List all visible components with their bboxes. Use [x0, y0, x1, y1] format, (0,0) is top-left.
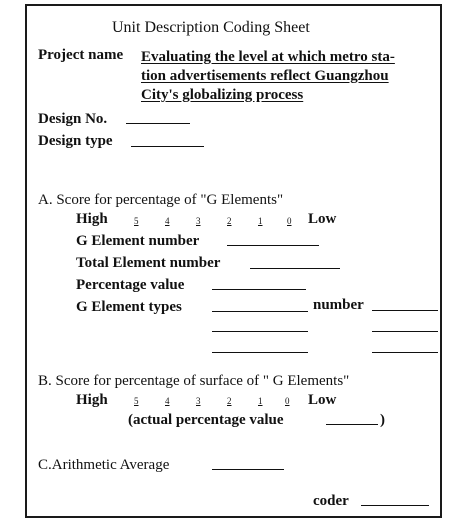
- project-label: Project name: [38, 47, 124, 63]
- actual-percentage-field[interactable]: [326, 424, 378, 425]
- project-line-2: tion advertisements reflect Guangzhou: [141, 68, 389, 84]
- score-1[interactable]: 1: [258, 396, 263, 406]
- section-a-low-label: Low: [308, 211, 337, 227]
- arithmetic-average-field[interactable]: [212, 469, 284, 470]
- project-line-3: City's globalizing process: [141, 87, 304, 103]
- score-3[interactable]: 3: [196, 216, 201, 226]
- section-b-high-label: High: [76, 392, 108, 408]
- g-element-types-label: G Element types: [76, 299, 182, 315]
- design-no-label: Design No.: [38, 111, 108, 127]
- section-a-high-label: High: [76, 211, 108, 227]
- project-line-1: Evaluating the level at which metro sta-: [141, 49, 395, 65]
- actual-percentage-label: (actual percentage value: [128, 412, 284, 428]
- design-type-field[interactable]: [131, 146, 204, 147]
- score-5[interactable]: 5: [134, 216, 139, 226]
- g-element-type-field-1[interactable]: [212, 311, 308, 312]
- number-field-1[interactable]: [372, 310, 438, 311]
- design-type-label: Design type: [38, 133, 113, 149]
- g-element-number-field[interactable]: [227, 245, 319, 246]
- coder-label: coder: [313, 493, 349, 509]
- coder-field[interactable]: [361, 505, 429, 506]
- g-element-type-field-3[interactable]: [212, 352, 308, 353]
- section-b-heading: B. Score for percentage of surface of " G Elements": [38, 373, 350, 389]
- section-b-low-label: Low: [308, 392, 337, 408]
- number-label: number: [313, 297, 364, 313]
- percentage-value-field[interactable]: [212, 289, 306, 290]
- score-0[interactable]: 0: [285, 396, 290, 406]
- section-c-heading: C.Arithmetic Average: [38, 457, 170, 473]
- score-3[interactable]: 3: [196, 396, 201, 406]
- score-2[interactable]: 2: [227, 216, 232, 226]
- g-element-type-field-2[interactable]: [212, 331, 308, 332]
- total-element-number-label: Total Element number: [76, 255, 221, 271]
- number-field-3[interactable]: [372, 352, 438, 353]
- score-4[interactable]: 4: [165, 396, 170, 406]
- score-4[interactable]: 4: [165, 216, 170, 226]
- number-field-2[interactable]: [372, 331, 438, 332]
- score-2[interactable]: 2: [227, 396, 232, 406]
- design-no-field[interactable]: [126, 123, 190, 124]
- percentage-value-label: Percentage value: [76, 277, 185, 293]
- score-0[interactable]: 0: [287, 216, 292, 226]
- score-1[interactable]: 1: [258, 216, 263, 226]
- actual-percentage-close: ): [380, 412, 385, 428]
- g-element-number-label: G Element number: [76, 233, 200, 249]
- score-5[interactable]: 5: [134, 396, 139, 406]
- total-element-number-field[interactable]: [250, 268, 340, 269]
- section-a-heading: A. Score for percentage of "G Elements": [38, 192, 284, 208]
- sheet-title: Unit Description Coding Sheet: [112, 19, 310, 36]
